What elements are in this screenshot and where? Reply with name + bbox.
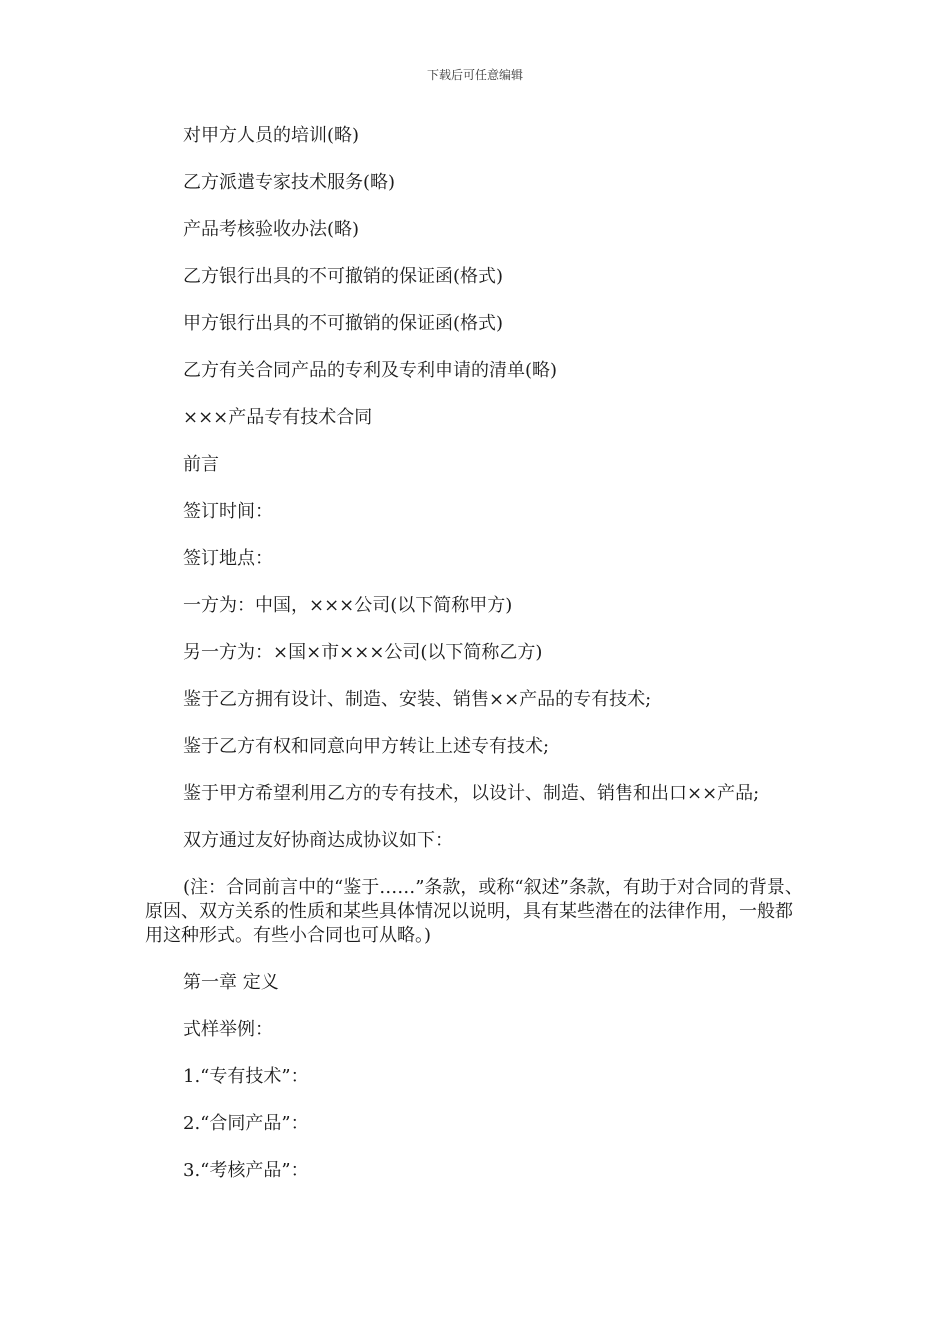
signing-time: 签订时间： [183,501,273,522]
definition-2: 2.“合同产品”： [183,1113,309,1134]
definition-1: 1.“专有技术”： [183,1066,309,1087]
paragraph-party-b-guarantee: 乙方银行出具的不可撤销的保证函(格式) [183,266,504,287]
paragraph-expert-service: 乙方派遣专家技术服务(略) [183,172,396,193]
paragraph-party-a-guarantee: 甲方银行出具的不可撤销的保证函(格式) [183,313,504,334]
whereas-3: 鉴于甲方希望利用乙方的专有技术，以设计、制造、销售和出口××产品; [183,783,760,804]
section-preface: 前言 [183,454,219,475]
chapter-1-title: 第一章 定义 [183,972,279,993]
format-example: 式样举例： [183,1019,273,1040]
contract-title: ×××产品专有技术合同 [183,407,373,428]
whereas-1: 鉴于乙方拥有设计、制造、安装、销售××产品的专有技术; [183,689,652,710]
page-header-note: 下载后可任意编辑 [426,68,523,82]
party-a: 一方为：中国，×××公司(以下简称甲方) [183,595,513,616]
paragraph-acceptance: 产品考核验收办法(略) [183,219,360,240]
paragraph-training: 对甲方人员的培训(略) [183,125,360,146]
party-b: 另一方为：×国×市×××公司(以下简称乙方) [183,642,543,663]
signing-place: 签订地点： [183,548,273,569]
agreement-statement: 双方通过友好协商达成协议如下： [183,830,453,851]
document-body [145,124,810,1206]
preface-note: (注：合同前言中的“鉴于……”条款，或称“叙述”条款，有助于对合同的背景、原因、双方关系的性质和某些具体情况以说明，具有某些潜在的法律作用，一般都用这种形式。有些小合同也可从略。) [145,877,803,946]
definition-3: 3.“考核产品”： [183,1160,309,1181]
paragraph-patent-list: 乙方有关合同产品的专利及专利申请的清单(略) [183,360,558,381]
whereas-2: 鉴于乙方有权和同意向甲方转让上述专有技术; [183,736,550,757]
